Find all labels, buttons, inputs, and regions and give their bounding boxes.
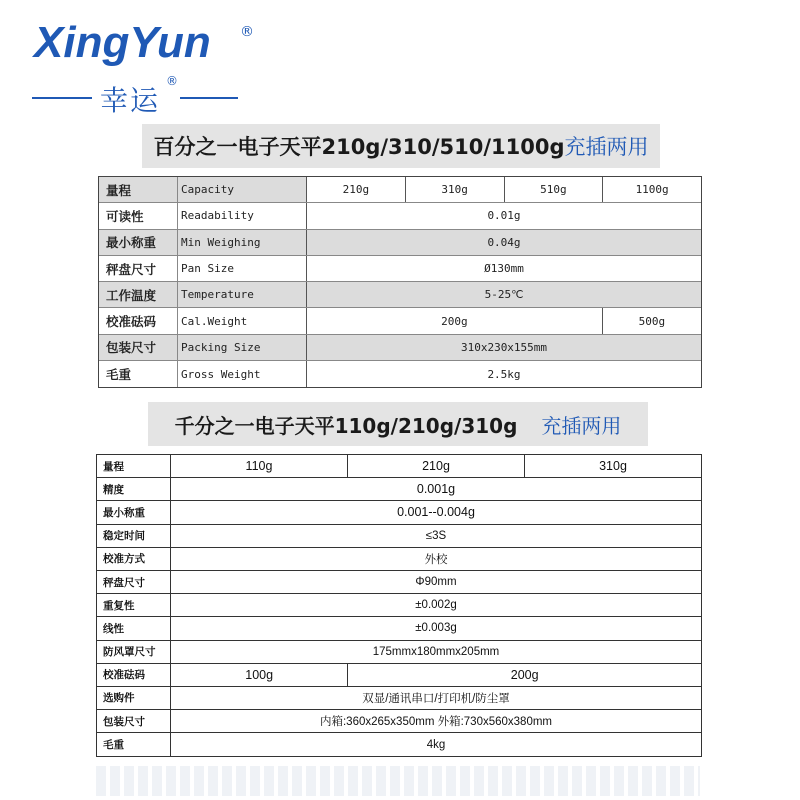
row-label-cn: 工作温度 [99,282,178,307]
row-label-en: Temperature [178,282,307,307]
row-label: 最小称重 [97,501,171,523]
row-value: Φ90mm [415,576,457,589]
row-label: 量程 [97,455,171,477]
row-label: 毛重 [97,733,171,756]
spec-table-centigram [98,176,702,388]
row-value: 0.01g [487,209,521,223]
row-label-cn: 校准砝码 [99,308,178,333]
logo-brand-en: XingYun [34,18,211,67]
section2-title [148,402,648,446]
row-value: 2.5kg [487,367,521,381]
logo-line-left [32,97,92,99]
row-value: 500g [638,314,666,328]
capacity-value: 510g [505,177,604,202]
row-value: 5-25℃ [484,288,524,302]
row-value: 4kg [426,738,446,751]
capacity-value: 210g [348,455,525,477]
table-row [97,710,701,733]
row-value: 0.04g [487,235,521,249]
row-label: 校准方式 [97,548,171,570]
row-value: ≤3S [425,529,447,542]
faded-footer-band [96,766,700,796]
capacity-value: 310g [599,459,627,474]
logo-brand-cn: 幸运 [100,84,161,117]
table-row [99,361,701,387]
row-label-en: Readability [178,203,307,228]
row-value: 双显/通讯串口/打印机/防尘罩 [362,692,510,705]
row-value: ±0.003g [415,622,457,635]
table-row [97,664,701,687]
row-label: 校准砝码 [97,664,171,686]
table-row [99,177,701,203]
row-label: 重复性 [97,594,171,616]
brand-logo [28,16,258,116]
row-value: 0.001--0.004g [397,505,475,520]
row-value: 200g [307,308,603,333]
row-label: 选购件 [97,687,171,709]
row-label: 精度 [97,478,171,500]
table-row [97,548,701,571]
section2-title-sub: 充插两用 [541,413,622,438]
table-row [99,203,701,229]
capacity-value: 310g [406,177,505,202]
section1-title [142,124,660,168]
table-row [99,230,701,256]
logo-line-right [180,97,238,99]
row-label-en: Capacity [178,177,307,202]
row-label-en: Min Weighing [178,230,307,255]
row-value: 200g [510,667,539,682]
capacity-value: 110g [171,455,348,477]
table-row [97,641,701,664]
row-value: 内箱:360x265x350mm 外箱:730x560x380mm [319,716,553,729]
row-label: 线性 [97,617,171,639]
row-label-en: Packing Size [178,335,307,360]
row-label: 秤盘尺寸 [97,571,171,593]
row-value: 310x230x155mm [460,340,548,354]
spec-table-milligram [96,454,702,757]
row-label-cn: 毛重 [99,361,178,387]
row-label-en: Cal.Weight [178,308,307,333]
row-value: 外校 [424,553,448,566]
capacity-value: 210g [307,177,406,202]
table-row [99,308,701,334]
table-row [97,455,701,478]
row-label-cn: 包装尺寸 [99,335,178,360]
row-label-cn: 秤盘尺寸 [99,256,178,281]
row-value: Ø130mm [484,262,524,276]
section2-title-main: 千分之一电子天平110g/210g/310g [174,413,518,438]
table-row [97,617,701,640]
row-label-en: Pan Size [178,256,307,281]
table-row [99,282,701,308]
row-label-cn: 最小称重 [99,230,178,255]
row-label-cn: 可读性 [99,203,178,228]
row-label-cn: 量程 [99,177,178,202]
row-value: 100g [171,664,348,686]
table-row [97,501,701,524]
section1-title-main: 百分之一电子天平210g/310/510/1100g [153,135,565,159]
table-row [97,733,701,756]
row-label: 稳定时间 [97,525,171,547]
table-row [99,256,701,282]
row-label-en: Gross Weight [178,361,307,387]
table-row [97,525,701,548]
table-row [97,594,701,617]
row-value: ±0.002g [415,599,457,612]
capacity-value: 1100g [603,177,701,202]
row-value: 175mmx180mmx205mm [372,645,500,658]
row-label: 包装尺寸 [97,710,171,732]
table-row [97,687,701,710]
table-row [97,478,701,501]
registered-mark-cn: ® [166,74,178,88]
section1-title-sub: 充插两用 [564,135,649,159]
row-value: 0.001g [416,482,456,497]
capacity-values [307,177,701,202]
registered-mark: ® [240,24,254,40]
table-row [99,335,701,361]
table-row [97,571,701,594]
row-label: 防风罩尺寸 [97,641,171,663]
